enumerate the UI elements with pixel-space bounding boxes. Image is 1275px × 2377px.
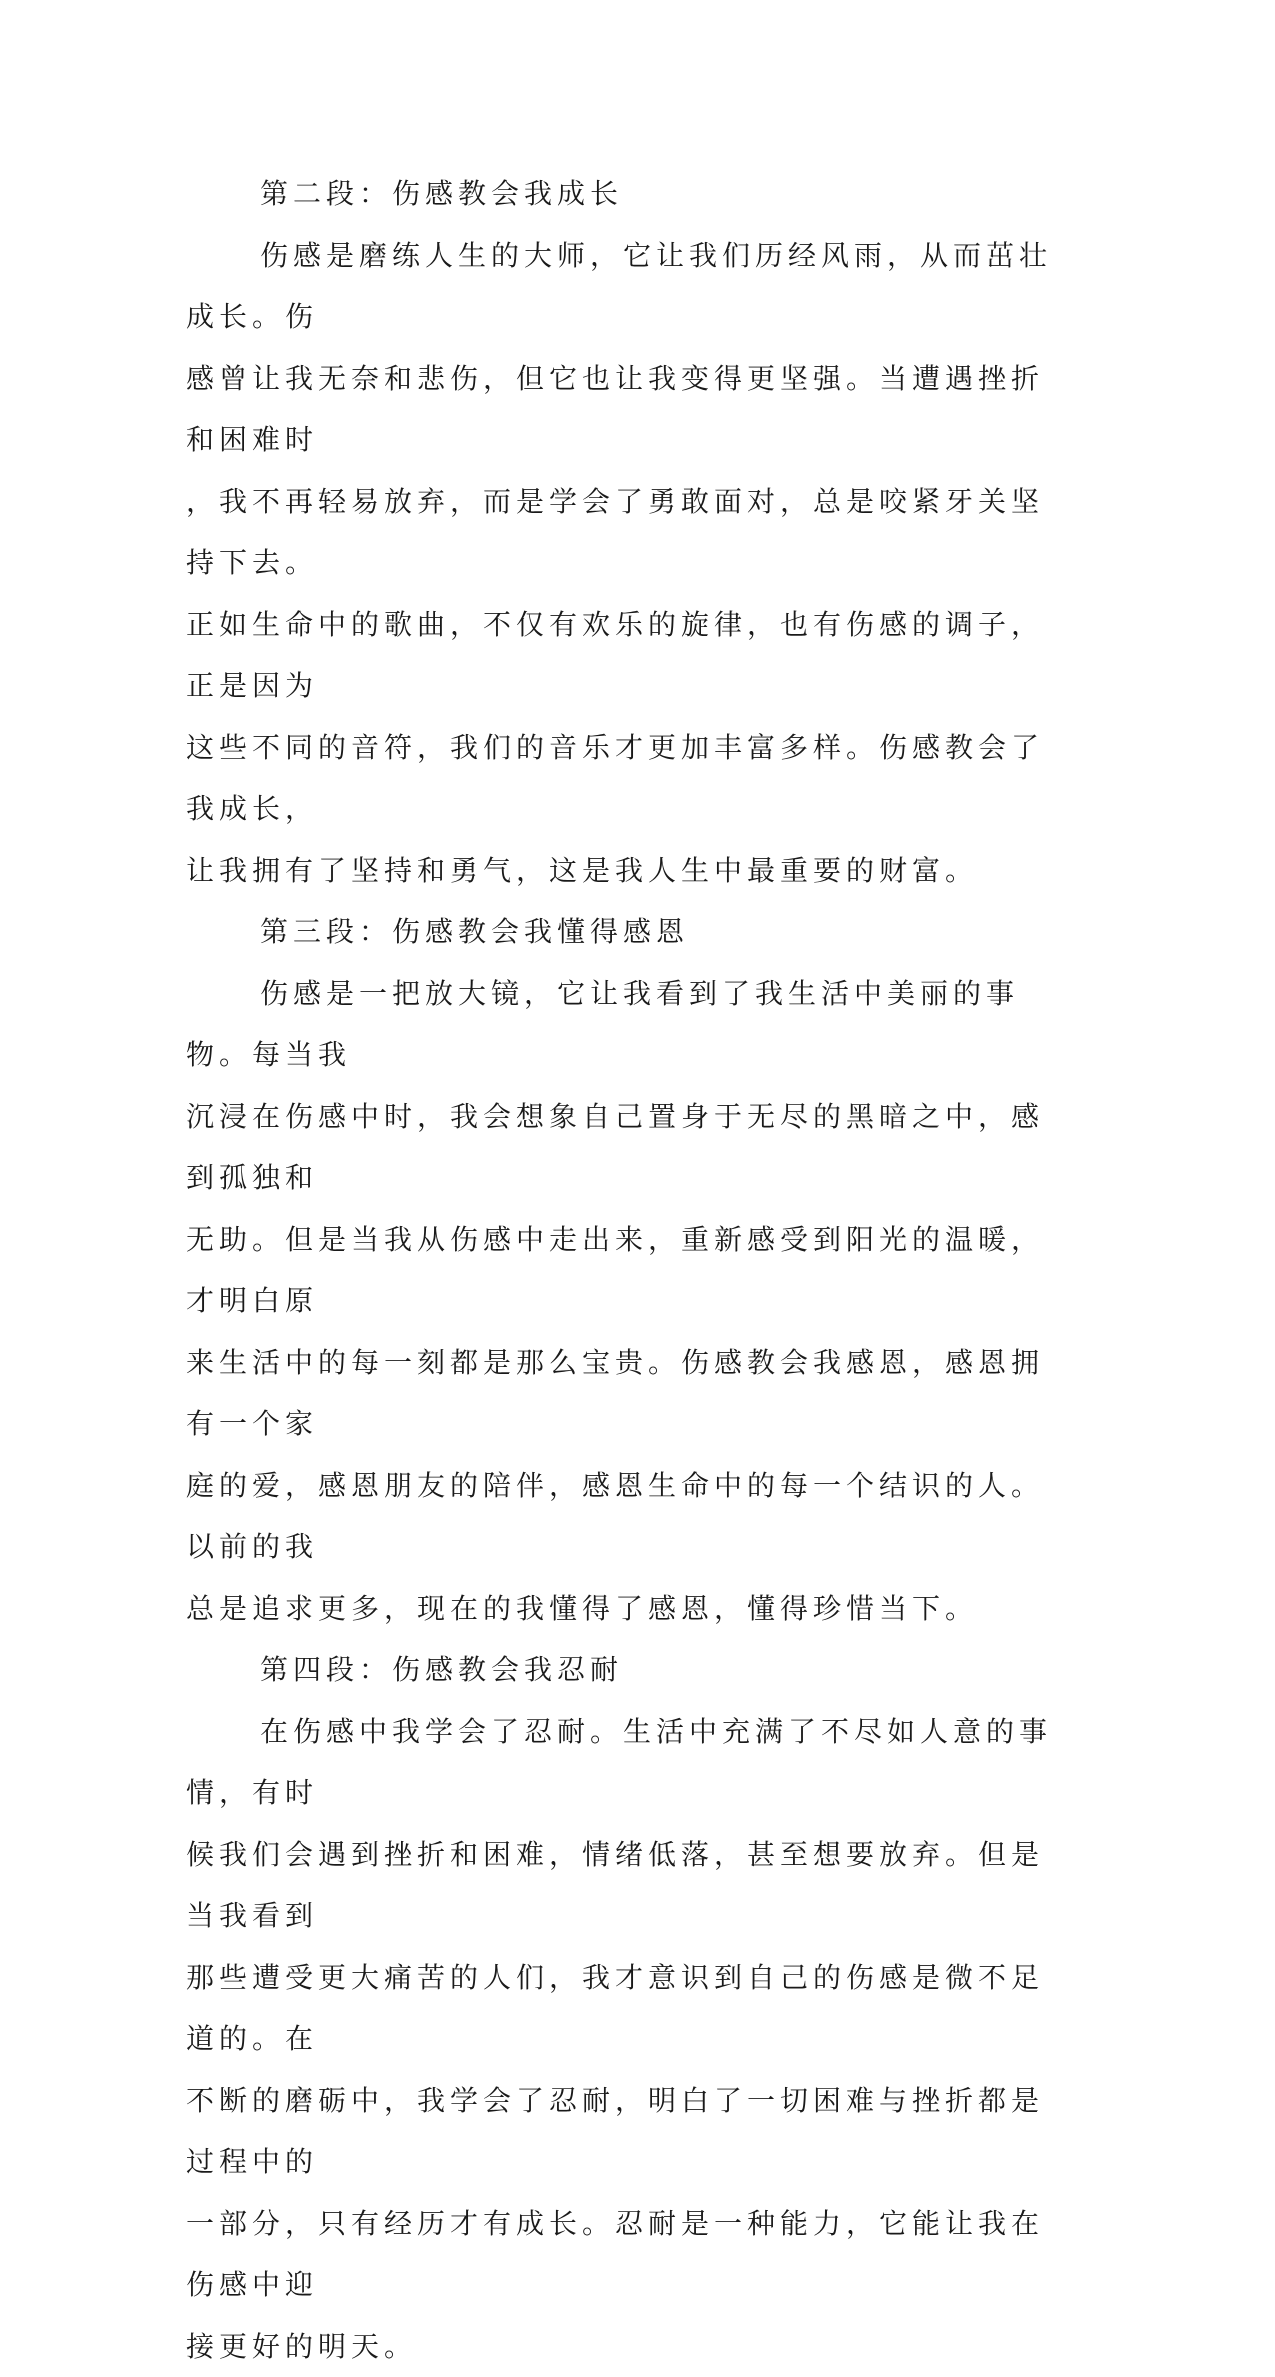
paragraph-line: 感曾让我无奈和悲伤，但它也让我变得更坚强。当遭遇挫折和困难时 [186,362,1044,457]
section-paragraph [186,225,1066,902]
paragraph-line: 这些不同的音符，我们的音乐才更加丰富多样。伤感教会了我成长， [186,731,1044,826]
paragraph-line: 沉浸在伤感中时，我会想象自己置身于无尽的黑暗之中，感到孤独和 [186,1100,1044,1195]
paragraph-line: 庭的爱，感恩朋友的陪伴，感恩生命中的每一个结识的人。以前的我 [186,1469,1044,1564]
paragraph-line: 候我们会遇到挫折和困难，情绪低落，甚至想要放弃。但是当我看到 [186,1838,1044,1933]
paragraph-line: 伤感是磨练人生的大师，它让我们历经风雨，从而茁壮成长。伤 [186,239,1052,334]
paragraph-line: 让我拥有了坚持和勇气，这是我人生中最重要的财富。 [186,854,978,887]
section-paragraph [186,1701,1066,2377]
section-heading: 第三段：伤感教会我懂得感恩 [186,901,1066,963]
section-heading: 第二段：伤感教会我成长 [186,163,1066,225]
paragraph-line: 接更好的明天。 [186,2330,417,2363]
paragraph-line: 那些遭受更大痛苦的人们，我才意识到自己的伤感是微不足道的。在 [186,1961,1044,2056]
paragraph-line: 来生活中的每一刻都是那么宝贵。伤感教会我感恩，感恩拥有一个家 [186,1346,1044,1441]
paragraph-line: ，我不再轻易放弃，而是学会了勇敢面对，总是咬紧牙关坚持下去。 [186,485,1044,580]
paragraph-line: 正如生命中的歌曲，不仅有欢乐的旋律，也有伤感的调子，正是因为 [186,608,1044,703]
paragraph-line: 不断的磨砺中，我学会了忍耐，明白了一切困难与挫折都是过程中的 [186,2084,1044,2179]
section-paragraph [186,963,1066,1640]
section-heading: 第四段：伤感教会我忍耐 [186,1639,1066,1701]
paragraph-line: 无助。但是当我从伤感中走出来，重新感受到阳光的温暖，才明白原 [186,1223,1044,1318]
document-body [186,163,1066,2377]
paragraph-line: 在伤感中我学会了忍耐。生活中充满了不尽如人意的事情，有时 [186,1715,1052,1810]
paragraph-line: 总是追求更多，现在的我懂得了感恩，懂得珍惜当下。 [186,1592,978,1625]
paragraph-line: 一部分，只有经历才有成长。忍耐是一种能力，它能让我在伤感中迎 [186,2207,1044,2302]
paragraph-line: 伤感是一把放大镜，它让我看到了我生活中美丽的事物。每当我 [186,977,1019,1072]
